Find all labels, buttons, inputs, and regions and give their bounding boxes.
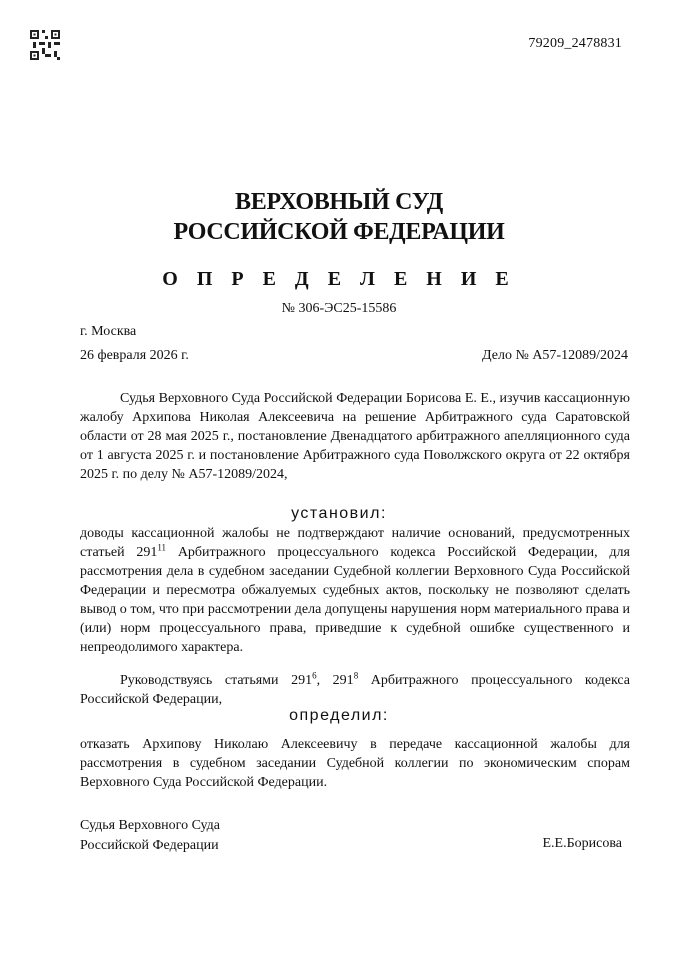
document-date: 26 февраля 2026 г. — [80, 348, 189, 363]
document-number: № 306-ЭС25-15586 — [281, 301, 397, 316]
case-number: Дело № А57-12089/2024 — [482, 348, 628, 363]
established-heading: установил: — [291, 505, 387, 522]
judge-name: Е.Е.Борисова — [542, 836, 622, 851]
decided-heading: определил: — [289, 707, 389, 724]
intro-paragraph: Судья Верховного Суда Российской Федерации Борисова Е. Е., изучив кассационную жалобу Архипова Николая Алексеевича на решение Арбитражного суда Саратовской области от 28 мая 2025 г., постановление Двенадцатого арбитражного апелляционного суда от 1 августа 2025 г. и постановление Арбитражного суда Поволжского округа от 22 октября 2025 г. по делу № А57-12089/2024, — [80, 391, 630, 482]
document-id: 79209_2478831 — [528, 36, 622, 51]
judge-title-line1: Судья Верховного Суда — [80, 818, 221, 833]
court-name — [0, 187, 678, 247]
judge-title-line2: Российской Федерации — [80, 838, 219, 853]
document-type: О П Р Е Д Е Л Е Н И Е — [162, 268, 516, 290]
court-name-line1: ВЕРХОВНЫЙ СУД — [235, 189, 443, 215]
court-name-line2: РОССИЙСКОЙ ФЕДЕРАЦИИ — [173, 219, 505, 245]
document-city: г. Москва — [80, 324, 137, 339]
qr-code-icon — [30, 30, 60, 60]
established-paragraph: доводы кассационной жалобы не подтверждают наличие оснований, предусмотренных статьей $291^{11}$ Арбитражного процессуального кодекса Российской Федерации, для рассмотрения дела в судебном заседании Судебной коллегии Верховного Суда Российской Федерации и пересмотра обжалуемых судебных актов, поскольку не позволяют сделать вывод о том, что при рассмотрении дела допущены нарушения норм материального права и (или) норм процессуального права, приведшие к судебной ошибке существенного и непреодолимого характера. — [80, 526, 630, 655]
judge-title — [80, 816, 220, 856]
guided-paragraph: Руководствуясь статьями $291^6$, $291^8$ Арбитражного процессуального кодекса Российской Федерации, — [80, 670, 631, 707]
decided-paragraph: отказать Архипову Николаю Алексеевичу в передаче кассационной жалобы для рассмотрения в судебном заседании Судебной коллегии по экономическим спорам Верховного Суда Российской Федерации. — [80, 737, 630, 790]
